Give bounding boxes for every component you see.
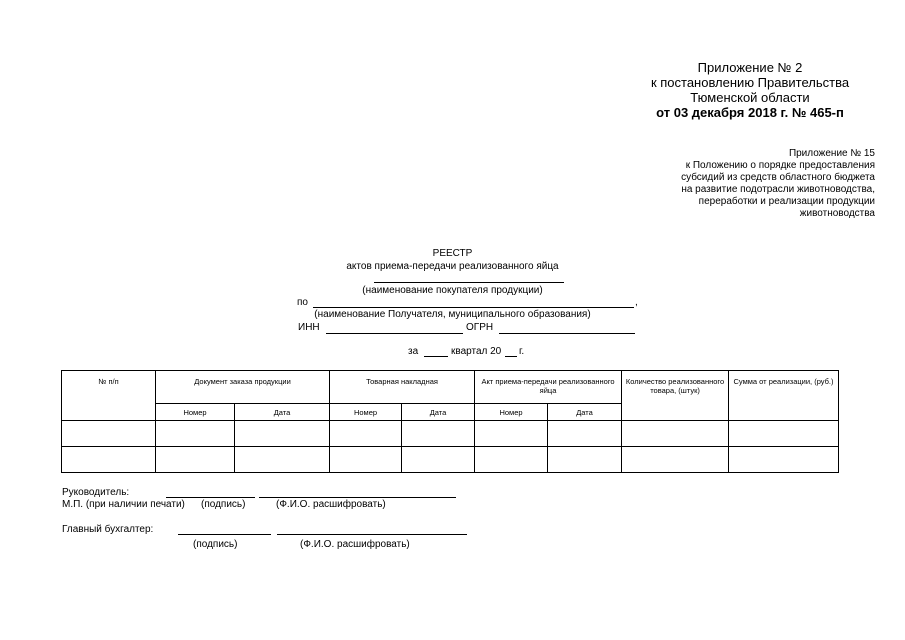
sub-act-number: Номер (475, 404, 548, 421)
appendix-block (600, 60, 900, 120)
accountant-sign-line (178, 534, 271, 535)
header-order-doc: Документ заказа продукции (156, 371, 330, 404)
comma: , (635, 297, 638, 308)
sub-appendix-number: Приложение № 15 (788, 148, 875, 159)
period-mid: квартал 20 (451, 346, 502, 357)
sub-appendix-line-6: животноводства (799, 208, 875, 219)
appendix-date: от 03 декабря 2018 г. № 465-п (656, 105, 844, 120)
appendix-decree: к постановлению Правительства (650, 75, 850, 90)
po-label: по (297, 297, 308, 308)
sub-appendix-line-2: к Положению о порядке предоставления (685, 160, 875, 171)
registry-table (61, 370, 839, 473)
header-act: Акт приема-передачи реализованного яйца (475, 371, 622, 404)
sub-waybill-date: Дата (402, 404, 475, 421)
head-name-line (259, 497, 456, 498)
inn-label: ИНН (298, 322, 320, 333)
accountant-name-line (277, 534, 467, 535)
buyer-caption: (наименование покупателя продукции) (362, 285, 543, 296)
header-sum: Сумма от реализации, (руб.) (729, 371, 839, 421)
registry-subtitle: актов приема-передачи реализованного яйца (346, 261, 559, 272)
head-label: Руководитель: (62, 487, 130, 498)
inn-line (326, 333, 463, 334)
recipient-line (313, 307, 634, 308)
sub-appendix-line-4: на развитие подотрасли животноводства, (681, 184, 875, 195)
sub-order-date: Дата (235, 404, 330, 421)
sub-appendix-line-5: переработки и реализации продукции (698, 196, 875, 207)
recipient-caption: (наименование Получателя, муниципального образования) (314, 309, 591, 320)
head-name-caption: (Ф.И.О. расшифровать) (276, 499, 386, 510)
header-num: № п/п (62, 371, 156, 421)
accountant-name-caption: (Ф.И.О. расшифровать) (300, 539, 410, 550)
sub-act-date: Дата (548, 404, 622, 421)
sub-appendix-line-3: субсидий из средств областного бюджета (681, 172, 875, 183)
header-waybill: Товарная накладная (330, 371, 475, 404)
ogrn-line (499, 333, 635, 334)
registry-title: РЕЕСТР (432, 248, 473, 259)
header-quantity: Количество реализованного товара, (штук) (622, 371, 729, 421)
ogrn-label: ОГРН (466, 322, 494, 333)
appendix-region: Тюменской области (690, 90, 810, 105)
year-line (505, 356, 517, 357)
sub-appendix-block (615, 148, 875, 220)
head-sign-caption: (подпись) (201, 499, 246, 510)
period-suffix: г. (519, 346, 525, 357)
appendix-number: Приложение № 2 (697, 60, 803, 75)
mp-label: М.П. (при наличии печати) (62, 499, 185, 510)
accountant-sign-caption: (подпись) (193, 539, 238, 550)
table-row (62, 421, 839, 447)
period-prefix: за (408, 346, 419, 357)
sub-waybill-number: Номер (330, 404, 402, 421)
buyer-line (374, 282, 564, 283)
accountant-label: Главный бухгалтер: (62, 524, 154, 535)
sub-order-number: Номер (156, 404, 235, 421)
table-row (62, 447, 839, 473)
quarter-line (424, 356, 448, 357)
head-sign-line (166, 497, 255, 498)
